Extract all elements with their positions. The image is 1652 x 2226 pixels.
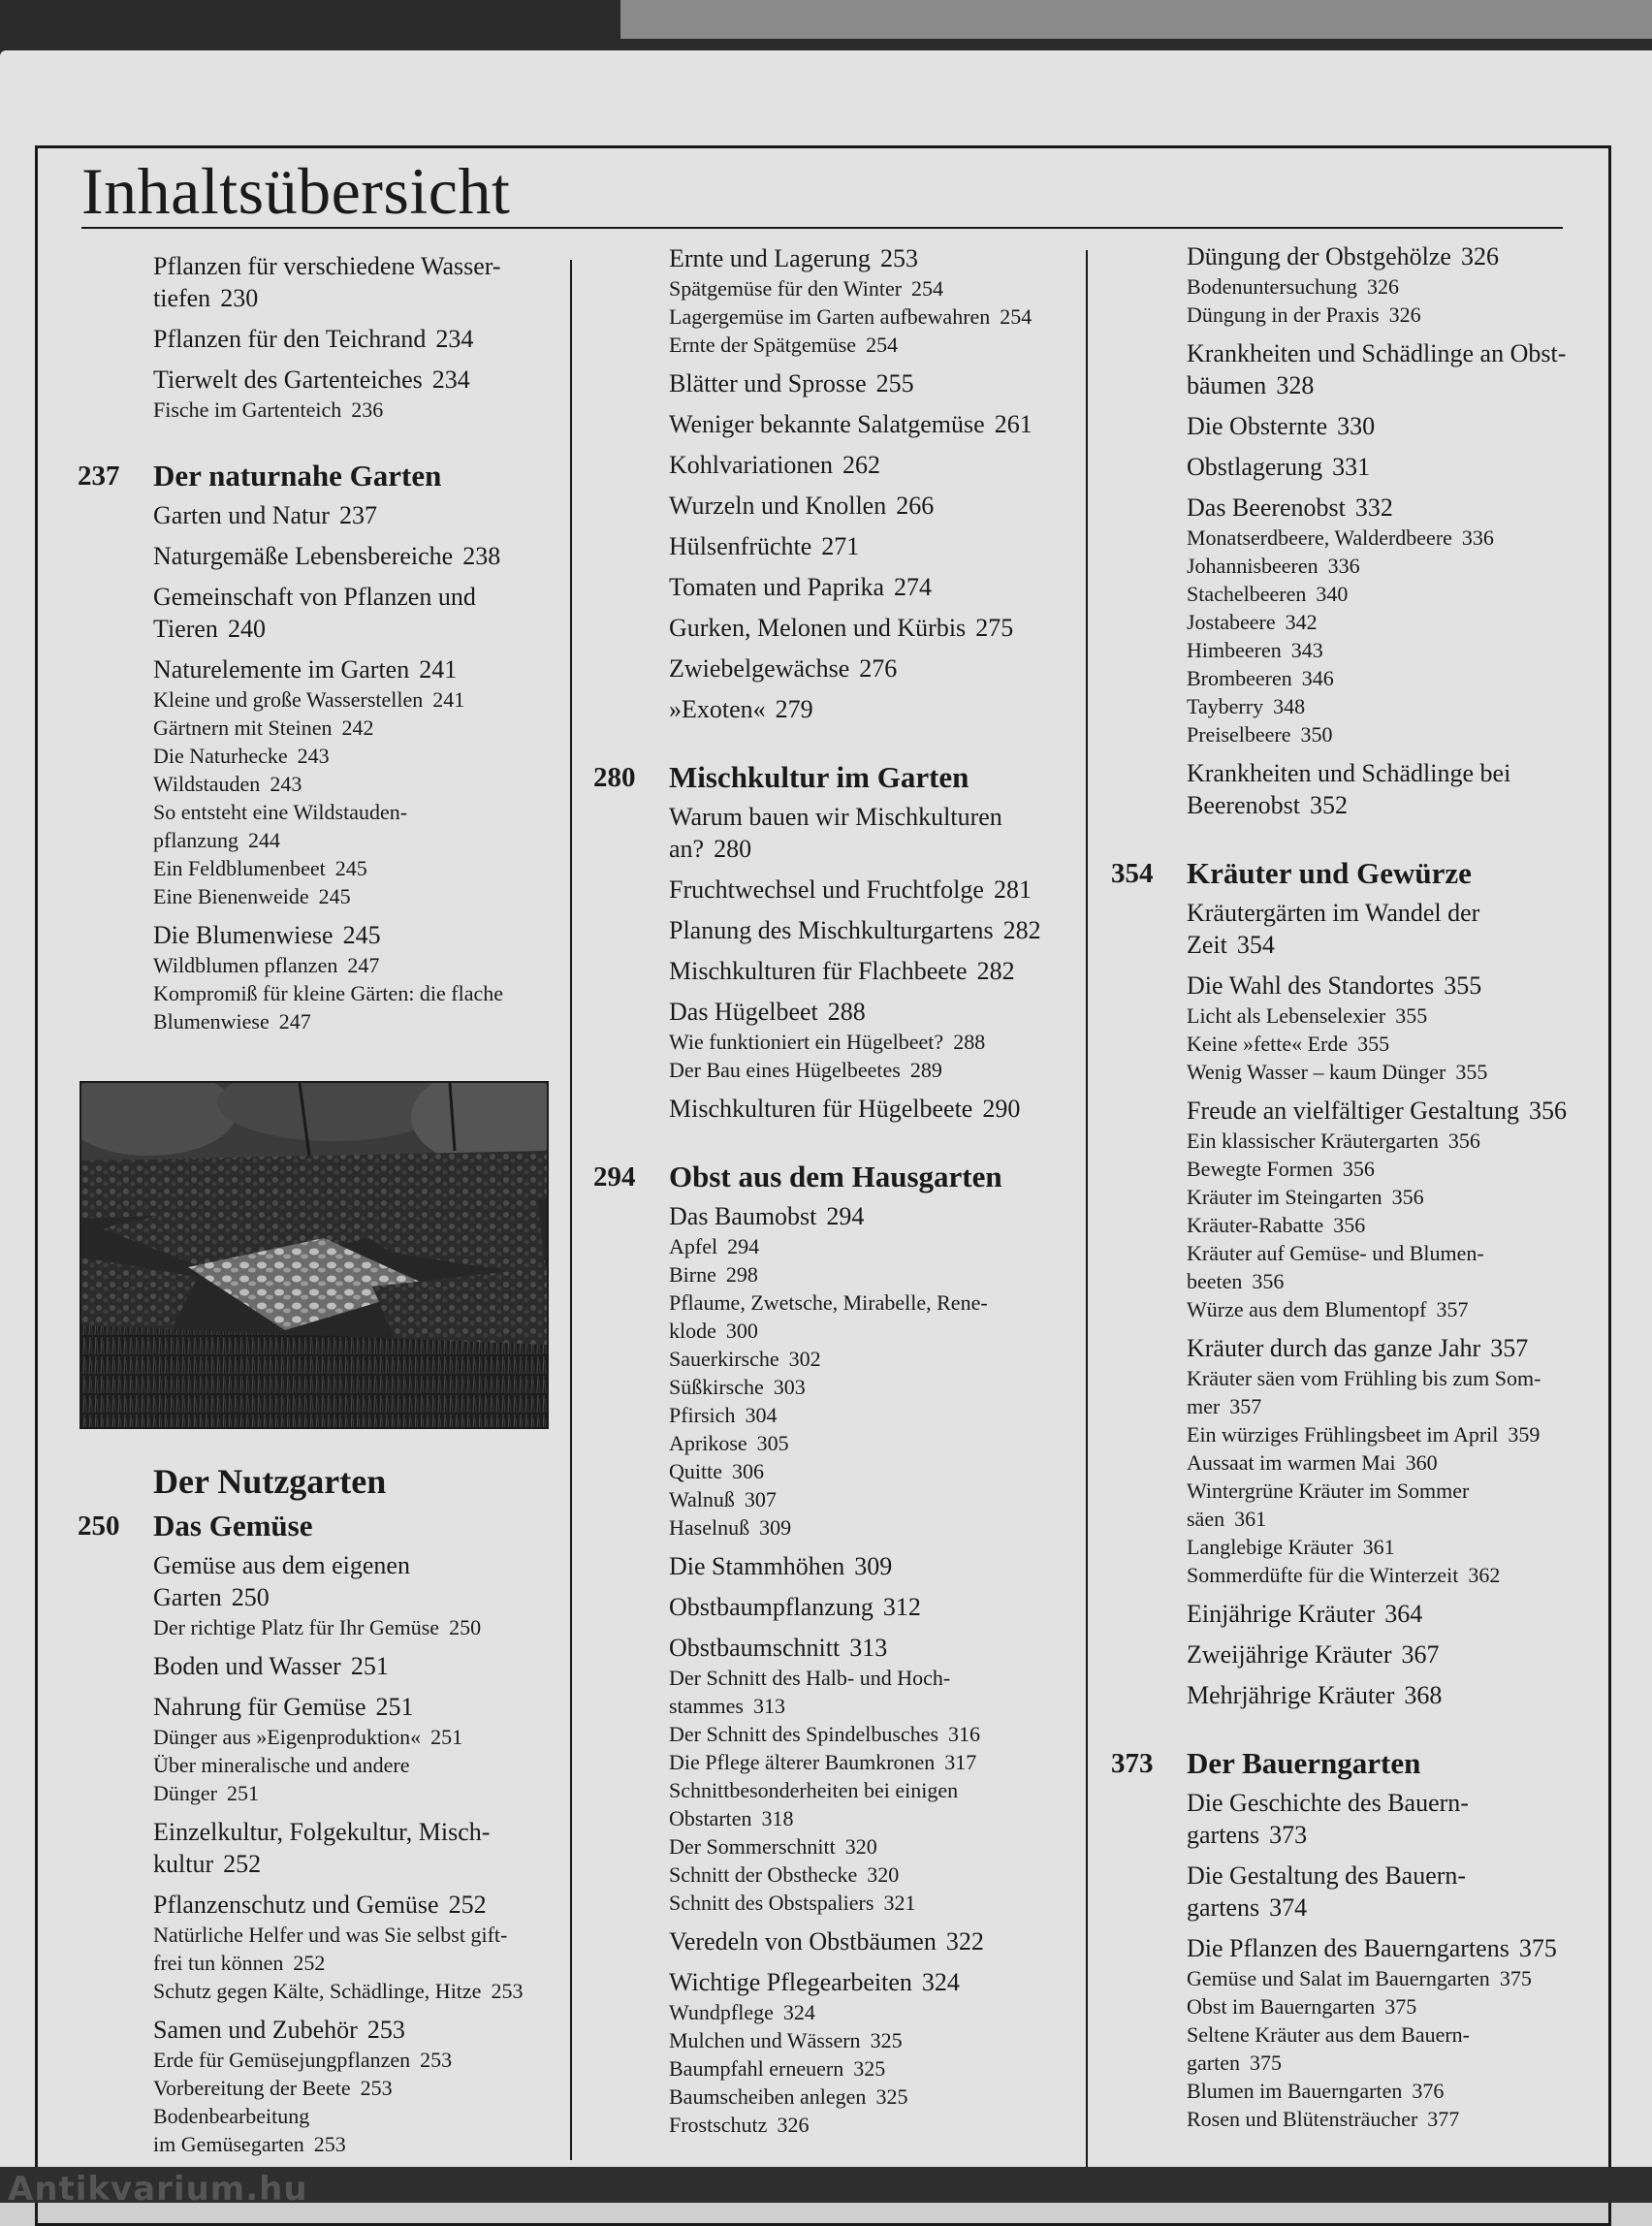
page-number: 237 — [338, 501, 377, 529]
toc-subentry[interactable]: Der Bau eines Hügelbeetes 289 — [669, 1058, 942, 1082]
toc-entry[interactable]: Hülsenfrüchte 271 — [669, 532, 860, 560]
toc-subentry[interactable]: Bodenuntersuchung 326 — [1187, 274, 1399, 299]
section-title: Mischkultur im Garten — [669, 760, 969, 794]
toc-entry[interactable]: Kräutergärten im Wandel der Zeit 354 — [1187, 899, 1480, 959]
page-number: 290 — [982, 1095, 1021, 1123]
page-number: 328 — [1276, 371, 1315, 399]
toc-entry[interactable]: »Exoten« 279 — [669, 695, 813, 723]
page-number: 342 — [1285, 610, 1318, 634]
toc-entry[interactable]: Obstlagerung 331 — [1187, 453, 1371, 481]
page-number: 243 — [270, 772, 302, 796]
toc-subentry[interactable]: Vorbereitung der Beete 253 — [153, 2076, 393, 2100]
page-number: 251 — [226, 1781, 259, 1805]
page-number: 375 — [1518, 1934, 1557, 1962]
page-number: 302 — [788, 1347, 821, 1371]
page-number: 307 — [744, 1487, 777, 1511]
toc-subentry[interactable]: Kleine und große Wasserstellen 241 — [153, 687, 465, 712]
page-number: 271 — [821, 532, 860, 560]
toc-subentry[interactable]: Jostabeere 342 — [1187, 610, 1318, 634]
page-number: 306 — [732, 1459, 764, 1483]
page-number: 253 — [879, 244, 918, 272]
toc-subentry[interactable]: Gärtnern mit Steinen 242 — [153, 716, 374, 740]
toc-subentry[interactable]: Die Naturhecke 243 — [153, 744, 330, 768]
garden-photo — [79, 1081, 549, 1429]
toc-subentry[interactable]: Pfirsich 304 — [669, 1403, 778, 1427]
toc-entry[interactable]: Weniger bekannte Salatgemüse 261 — [669, 410, 1032, 438]
page-number: 346 — [1301, 666, 1334, 690]
toc-entry[interactable]: Freude an vielfältiger Gestaltung 356 — [1187, 1097, 1567, 1125]
toc-entry[interactable]: Düngung der Obstgehölze 326 — [1187, 242, 1499, 270]
page-number: 241 — [419, 655, 458, 684]
page-number: 359 — [1508, 1422, 1541, 1447]
page-number: 243 — [297, 744, 330, 768]
toc-subentry[interactable]: Fische im Gartenteich 236 — [153, 398, 384, 422]
section-title: Das Gemüse — [153, 1509, 313, 1542]
page-number: 326 — [1460, 242, 1499, 270]
toc-subentry[interactable]: Licht als Lebenselexier 355 — [1187, 1003, 1428, 1028]
page-number: 255 — [875, 369, 914, 398]
page-number: 360 — [1405, 1450, 1438, 1475]
toc-entry[interactable]: Mischkulturen für Hügelbeete 290 — [669, 1095, 1021, 1123]
page-number: 276 — [859, 654, 898, 683]
toc-entry[interactable]: Kräuter durch das ganze Jahr 357 — [1187, 1334, 1529, 1362]
page-number: 361 — [1234, 1507, 1267, 1531]
page-number: 320 — [844, 1834, 877, 1859]
page-number: 326 — [1388, 302, 1421, 327]
toc-entry[interactable]: Planung des Mischkulturgartens 282 — [669, 916, 1041, 944]
toc-subentry[interactable]: Ein klassischer Kräutergarten 356 — [1187, 1129, 1480, 1153]
toc-entry[interactable]: Veredeln von Obstbäumen 322 — [669, 1927, 984, 1956]
page-number: 312 — [882, 1593, 921, 1621]
page-number: 294 — [727, 1234, 760, 1258]
toc-entry[interactable]: Naturelemente im Garten 241 — [153, 655, 458, 684]
toc-subentry[interactable]: Himbeeren 343 — [1187, 638, 1323, 662]
toc-entry[interactable]: Die Blumenwiese 245 — [153, 921, 381, 949]
page-number: 375 — [1249, 2051, 1282, 2075]
page-number: 298 — [725, 1262, 758, 1287]
page-number: 309 — [759, 1515, 792, 1540]
toc-subentry[interactable]: Rosen und Blütensträucher 377 — [1187, 2107, 1460, 2131]
section-page-number: 237 — [78, 461, 120, 492]
toc-subentry[interactable]: Kräuter im Steingarten 356 — [1187, 1185, 1424, 1209]
toc-entry[interactable]: Die Pflanzen des Bauerngartens 375 — [1187, 1934, 1557, 1962]
page-number: 375 — [1499, 1966, 1532, 1990]
page-number: 253 — [420, 2048, 453, 2072]
toc-subentry[interactable]: Birne 298 — [669, 1262, 758, 1287]
page-number: 316 — [948, 1722, 981, 1746]
section-page-number: 354 — [1111, 858, 1154, 889]
page-number: 309 — [854, 1552, 893, 1580]
toc-entry[interactable]: Wichtige Pflegearbeiten 324 — [669, 1968, 960, 1996]
page-number: 254 — [1000, 304, 1032, 329]
page-number: 356 — [1252, 1269, 1285, 1293]
garden-photo-image — [81, 1083, 547, 1427]
watermark: Antikvarium.hu — [8, 2170, 308, 2209]
toc-subentry[interactable]: Baumpfahl erneuern 325 — [669, 2056, 886, 2081]
toc-subentry[interactable]: Apfel 294 — [669, 1234, 760, 1258]
page-number: 252 — [448, 1891, 487, 1919]
page-number: 357 — [1490, 1334, 1529, 1362]
page-number: 251 — [430, 1725, 463, 1749]
toc-subentry[interactable]: Wildblumen pflanzen 247 — [153, 953, 380, 977]
column-divider-1 — [570, 260, 572, 2160]
page-number: 355 — [1455, 1060, 1488, 1084]
page-number: 325 — [870, 2028, 903, 2052]
page-number: 245 — [342, 921, 381, 949]
toc-entry[interactable]: Ernte und Lagerung 253 — [669, 244, 918, 272]
toc-entry[interactable]: Das Hügelbeet 288 — [669, 998, 866, 1026]
page-number: 356 — [1391, 1185, 1424, 1209]
toc-entry[interactable]: Zweijährige Kräuter 367 — [1187, 1640, 1440, 1669]
toc-subentry[interactable]: Seltene Kräuter aus dem Bauern- garten 375 — [1187, 2022, 1470, 2075]
page-number: 253 — [360, 2076, 393, 2100]
toc-subentry[interactable]: Walnuß 307 — [669, 1487, 777, 1511]
toc-section-heading[interactable] — [1111, 1744, 1615, 1783]
page-number: 262 — [842, 451, 880, 479]
toc-subentry[interactable]: Schutz gegen Kälte, Schädlinge, Hitze 253 — [153, 1979, 524, 2003]
page-number: 377 — [1427, 2107, 1460, 2131]
toc-subentry[interactable]: Spätgemüse für den Winter 254 — [669, 276, 944, 301]
page-number: 254 — [866, 333, 899, 357]
page-number: 305 — [756, 1431, 789, 1455]
part-title: Der Nutzgarten — [153, 1462, 387, 1501]
page-number: 362 — [1468, 1563, 1501, 1587]
page-number: 230 — [220, 284, 259, 312]
page-number: 245 — [334, 856, 367, 880]
page-number: 375 — [1384, 1994, 1417, 2019]
page-number: 336 — [1461, 525, 1494, 550]
section-page-number: 294 — [593, 1161, 636, 1192]
page-number: 288 — [953, 1030, 986, 1054]
page-number: 266 — [896, 492, 935, 520]
page-number: 322 — [945, 1927, 984, 1956]
toc-entry[interactable]: Mischkulturen für Flachbeete 282 — [669, 957, 1015, 985]
page-number: 356 — [1333, 1213, 1366, 1237]
toc-entry[interactable]: Das Beerenobst 332 — [1187, 493, 1393, 522]
toc-subentry[interactable]: Schnitt der Obsthecke 320 — [669, 1862, 900, 1887]
page-number: 313 — [849, 1634, 888, 1662]
page-number: 373 — [1269, 1821, 1308, 1849]
page-number: 247 — [278, 1009, 311, 1034]
page-number: 253 — [313, 2132, 346, 2156]
page-number: 325 — [875, 2084, 908, 2109]
toc-subentry[interactable]: Der richtige Platz für Ihr Gemüse 250 — [153, 1615, 482, 1639]
toc-subentry[interactable]: Kräuter säen vom Frühling bis zum Som- mer 357 — [1187, 1366, 1541, 1418]
toc-section-heading[interactable] — [1111, 854, 1615, 893]
toc-entry[interactable]: Gurken, Melonen und Kürbis 275 — [669, 614, 1014, 642]
toc-subentry[interactable]: Brombeeren 346 — [1187, 666, 1334, 690]
page-number: 282 — [976, 957, 1015, 985]
book-cover-edge-light — [620, 0, 1652, 39]
toc-entry[interactable]: Pflanzenschutz und Gemüse 252 — [153, 1891, 487, 1919]
page-number: 326 — [1366, 274, 1399, 299]
toc-entry[interactable]: Nahrung für Gemüse 251 — [153, 1693, 414, 1721]
toc-entry[interactable]: Kohlvariationen 262 — [669, 451, 880, 479]
toc-subentry[interactable]: Baumscheiben anlegen 325 — [669, 2084, 908, 2109]
page-number: 376 — [1412, 2079, 1445, 2103]
page-number: 253 — [366, 2016, 405, 2044]
toc-subentry[interactable]: Aprikose 305 — [669, 1431, 789, 1455]
toc-subentry[interactable]: Dünger aus »Eigenproduktion« 251 — [153, 1725, 463, 1749]
toc-subentry[interactable]: Frostschutz 326 — [669, 2113, 810, 2137]
toc-subentry[interactable]: Der Schnitt des Spindelbusches 316 — [669, 1722, 981, 1746]
toc-subentry[interactable]: Wildstauden 243 — [153, 772, 302, 796]
page-number: 288 — [827, 998, 866, 1026]
page-number: 275 — [975, 614, 1014, 642]
toc-entry[interactable]: Gemüse aus dem eigenen Garten 250 — [153, 1551, 410, 1611]
toc-subentry[interactable]: Preiselbeere 350 — [1187, 722, 1333, 747]
toc-entry[interactable]: Die Geschichte des Bauern- gartens 373 — [1187, 1789, 1469, 1849]
toc-entry[interactable]: Warum bauen wir Mischkulturen an? 280 — [669, 803, 1002, 863]
page-number: 343 — [1290, 638, 1323, 662]
page-number: 252 — [293, 1951, 326, 1975]
page-number: 361 — [1362, 1535, 1395, 1559]
page-number: 318 — [761, 1806, 794, 1830]
toc-entry[interactable]: Obstbaumpflanzung 312 — [669, 1593, 921, 1621]
toc-subentry[interactable]: Haselnuß 309 — [669, 1515, 792, 1540]
page-number: 324 — [782, 2000, 815, 2024]
title-rule — [81, 227, 1563, 229]
toc-subentry[interactable]: Quitte 306 — [669, 1459, 764, 1483]
toc-subentry[interactable]: Süßkirsche 303 — [669, 1375, 806, 1399]
page-number: 238 — [462, 542, 501, 570]
page-number: 250 — [231, 1583, 270, 1611]
page-number: 317 — [944, 1750, 977, 1774]
toc-subentry[interactable]: Wintergrüne Kräuter im Sommer säen 361 — [1187, 1479, 1470, 1531]
toc-subentry[interactable]: Aussaat im warmen Mai 360 — [1187, 1450, 1438, 1475]
page-number: 280 — [714, 835, 752, 863]
page-number: 253 — [491, 1979, 524, 2003]
toc-section-heading[interactable] — [593, 1158, 1078, 1196]
toc-subentry[interactable]: Natürliche Helfer und was Sie selbst gift- frei tun können 252 — [153, 1923, 508, 1975]
page-number: 320 — [867, 1862, 900, 1887]
page-number: 282 — [1002, 916, 1041, 944]
page-number: 368 — [1404, 1681, 1443, 1709]
toc-entry[interactable]: Krankheiten und Schädlinge bei Beerenobst 352 — [1187, 759, 1511, 819]
page-number: 350 — [1300, 722, 1333, 747]
toc-subentry[interactable]: Düngung in der Praxis 326 — [1187, 302, 1421, 327]
toc-subentry[interactable]: Wenig Wasser – kaum Dünger 355 — [1187, 1060, 1488, 1084]
page-number: 250 — [449, 1615, 482, 1639]
toc-column-3 — [1111, 240, 1615, 2133]
page-number: 352 — [1309, 791, 1348, 819]
toc-entry[interactable]: Mehrjährige Kräuter 368 — [1187, 1681, 1443, 1709]
page-number: 244 — [247, 828, 280, 852]
page-number: 234 — [431, 366, 470, 394]
toc-entry[interactable]: Die Obsternte 330 — [1187, 412, 1376, 440]
page-number: 357 — [1229, 1394, 1262, 1418]
section-page-number: 373 — [1111, 1748, 1154, 1779]
toc-subentry[interactable]: Wundpflege 324 — [669, 2000, 815, 2024]
toc-entry[interactable]: Zwiebelgewächse 276 — [669, 654, 898, 683]
toc-subentry[interactable]: So entsteht eine Wildstauden- pflanzung 244 — [153, 800, 408, 852]
toc-subentry[interactable]: Gemüse und Salat im Bauerngarten 375 — [1187, 1966, 1532, 1990]
page-number: 326 — [777, 2113, 810, 2137]
toc-subentry[interactable]: Schnittbesonderheiten bei einigen Obstarten 318 — [669, 1778, 959, 1830]
section-title: Obst aus dem Hausgarten — [669, 1160, 1002, 1193]
toc-entry[interactable]: Blätter und Sprosse 255 — [669, 369, 914, 398]
page-number: 300 — [725, 1319, 758, 1343]
toc-entry[interactable]: Garten und Natur 237 — [153, 501, 377, 529]
page-number: 336 — [1327, 554, 1360, 578]
toc-entry[interactable]: Boden und Wasser 251 — [153, 1652, 389, 1680]
section-title: Kräuter und Gewürze — [1187, 856, 1472, 890]
toc-subentry[interactable]: Kräuter-Rabatte 356 — [1187, 1213, 1366, 1237]
section-page-number: 250 — [78, 1510, 120, 1542]
toc-entry[interactable]: Pflanzen für den Teichrand 234 — [153, 325, 474, 353]
toc-subentry[interactable]: Kompromiß für kleine Gärten: die flache Blumenwiese 247 — [153, 981, 504, 1034]
toc-subentry[interactable]: Keine »fette« Erde 355 — [1187, 1032, 1390, 1056]
toc-column-2 — [593, 242, 1078, 2139]
toc-subentry[interactable]: Ernte der Spätgemüse 254 — [669, 333, 899, 357]
toc-subentry[interactable]: Würze aus dem Blumentopf 357 — [1187, 1297, 1469, 1321]
toc-entry[interactable]: Obstbaumschnitt 313 — [669, 1634, 888, 1662]
page-number: 356 — [1342, 1157, 1375, 1181]
toc-entry[interactable]: Samen und Zubehör 253 — [153, 2016, 405, 2044]
page-number: 242 — [341, 716, 374, 740]
toc-subentry[interactable]: Pflaume, Zwetsche, Mirabelle, Rene- klode 300 — [669, 1290, 988, 1343]
toc-subentry[interactable]: Bodenbearbeitung im Gemüsegarten 253 — [153, 2104, 346, 2156]
page-number: 332 — [1354, 493, 1393, 522]
toc-entry[interactable]: Fruchtwechsel und Fruchtfolge 281 — [669, 875, 1032, 904]
section-title: Der Bauerngarten — [1187, 1746, 1421, 1780]
page-number: 367 — [1401, 1640, 1440, 1669]
toc-entry[interactable]: Naturgemäße Lebensbereiche 238 — [153, 542, 501, 570]
toc-entry[interactable]: Das Baumobst 294 — [669, 1202, 865, 1230]
toc-entry[interactable]: Einzelkultur, Folgekultur, Misch- kultur 252 — [153, 1818, 491, 1878]
toc-subentry[interactable]: Ein Feldblumenbeet 245 — [153, 856, 367, 880]
page-number: 240 — [227, 615, 266, 643]
toc-subentry[interactable]: Johannisbeeren 336 — [1187, 554, 1360, 578]
toc-subentry[interactable]: Erde für Gemüsejungpflanzen 253 — [153, 2048, 453, 2072]
page-number: 355 — [1395, 1003, 1428, 1028]
page-number: 331 — [1332, 453, 1371, 481]
toc-subentry[interactable]: Langlebige Kräuter 361 — [1187, 1535, 1395, 1559]
page-number: 354 — [1236, 931, 1275, 959]
page-number: 254 — [911, 276, 944, 301]
page-number: 251 — [375, 1693, 414, 1721]
page-number: 356 — [1447, 1129, 1480, 1153]
page-number: 251 — [350, 1652, 389, 1680]
toc-subentry[interactable]: Sommerdüfte für die Winterzeit 362 — [1187, 1563, 1501, 1587]
toc-subentry[interactable]: Der Sommerschnitt 320 — [669, 1834, 877, 1859]
page-number: 281 — [993, 875, 1032, 904]
toc-entry[interactable]: Tomaten und Paprika 274 — [669, 573, 933, 601]
toc-subentry[interactable]: Kräuter auf Gemüse- und Blumen- beeten 356 — [1187, 1241, 1484, 1293]
page-number: 241 — [432, 687, 465, 712]
page-number: 356 — [1528, 1097, 1567, 1125]
page-number: 355 — [1357, 1032, 1390, 1056]
page-number: 321 — [883, 1891, 916, 1915]
column-divider-2 — [1086, 250, 1088, 2179]
page-number: 252 — [223, 1850, 262, 1878]
toc-subentry[interactable]: Sauerkirsche 302 — [669, 1347, 821, 1371]
toc-section-heading[interactable] — [78, 457, 562, 495]
toc-entry[interactable]: Die Stammhöhen 309 — [669, 1552, 893, 1580]
page-number: 357 — [1436, 1297, 1469, 1321]
page-number: 245 — [318, 884, 351, 908]
page-number: 247 — [347, 953, 380, 977]
page-number: 364 — [1384, 1600, 1423, 1628]
toc-entry[interactable]: Die Wahl des Standortes 355 — [1187, 971, 1482, 1000]
toc-subentry[interactable]: Wie funktioniert ein Hügelbeet? 288 — [669, 1030, 986, 1054]
page-number: 313 — [753, 1694, 785, 1718]
toc-subentry[interactable]: Monatserdbeere, Walderdbeere 336 — [1187, 525, 1494, 550]
toc-subentry[interactable]: Obst im Bauerngarten 375 — [1187, 1994, 1417, 2019]
toc-subentry[interactable]: Die Pflege älterer Baumkronen 317 — [669, 1750, 977, 1774]
page-number: 325 — [853, 2056, 886, 2081]
toc-entry[interactable]: Wurzeln und Knollen 266 — [669, 492, 935, 520]
page-number: 374 — [1269, 1893, 1308, 1922]
page-number: 355 — [1444, 971, 1482, 1000]
toc-entry[interactable]: Krankheiten und Schädlinge an Obst- bäumen 328 — [1187, 339, 1567, 399]
toc-section-heading[interactable] — [78, 1507, 562, 1545]
page-number: 289 — [909, 1058, 942, 1082]
page-number: 274 — [894, 573, 933, 601]
page-number: 303 — [773, 1375, 806, 1399]
page-number: 330 — [1337, 412, 1376, 440]
page-number: 348 — [1273, 694, 1306, 718]
toc-subentry[interactable]: Tayberry 348 — [1187, 694, 1306, 718]
toc-subentry[interactable]: Lagergemüse im Garten aufbewahren 254 — [669, 304, 1032, 329]
page-number: 324 — [921, 1968, 960, 1996]
page-number: 340 — [1316, 582, 1349, 606]
toc-entry[interactable]: Pflanzen für verschiedene Wasser- tiefen 230 — [153, 252, 501, 312]
section-title: Der naturnahe Garten — [153, 459, 442, 493]
page-title: Inhaltsübersicht — [81, 154, 511, 228]
page-number: 304 — [745, 1403, 778, 1427]
toc-subentry[interactable]: Mulchen und Wässern 325 — [669, 2028, 903, 2052]
page-number: 279 — [775, 695, 813, 723]
toc-subentry[interactable]: Über mineralische und andere Dünger 251 — [153, 1753, 410, 1805]
section-page-number: 280 — [593, 762, 636, 793]
toc-entry[interactable]: Gemeinschaft von Pflanzen und Tieren 240 — [153, 583, 476, 643]
page-number: 261 — [994, 410, 1032, 438]
toc-subentry[interactable]: Blumen im Bauerngarten 376 — [1187, 2079, 1445, 2103]
toc-section-heading[interactable] — [593, 758, 1078, 797]
page-number: 234 — [435, 325, 474, 353]
toc-subentry[interactable]: Stachelbeeren 340 — [1187, 582, 1349, 606]
toc-subentry[interactable]: Bewegte Formen 356 — [1187, 1157, 1375, 1181]
toc-subentry[interactable]: Eine Bienenweide 245 — [153, 884, 351, 908]
toc-subentry[interactable]: Ein würziges Frühlingsbeet im April 359 — [1187, 1422, 1541, 1447]
page-number: 294 — [826, 1202, 865, 1230]
toc-subentry[interactable]: Schnitt des Obstspaliers 321 — [669, 1891, 916, 1915]
toc-entry[interactable]: Tierwelt des Gartenteiches 234 — [153, 366, 470, 394]
toc-entry[interactable]: Einjährige Kräuter 364 — [1187, 1600, 1423, 1628]
toc-subentry[interactable]: Der Schnitt des Halb- und Hoch- stammes 313 — [669, 1666, 951, 1718]
page-number: 236 — [351, 398, 384, 422]
toc-entry[interactable]: Die Gestaltung des Bauern- gartens 374 — [1187, 1861, 1467, 1922]
